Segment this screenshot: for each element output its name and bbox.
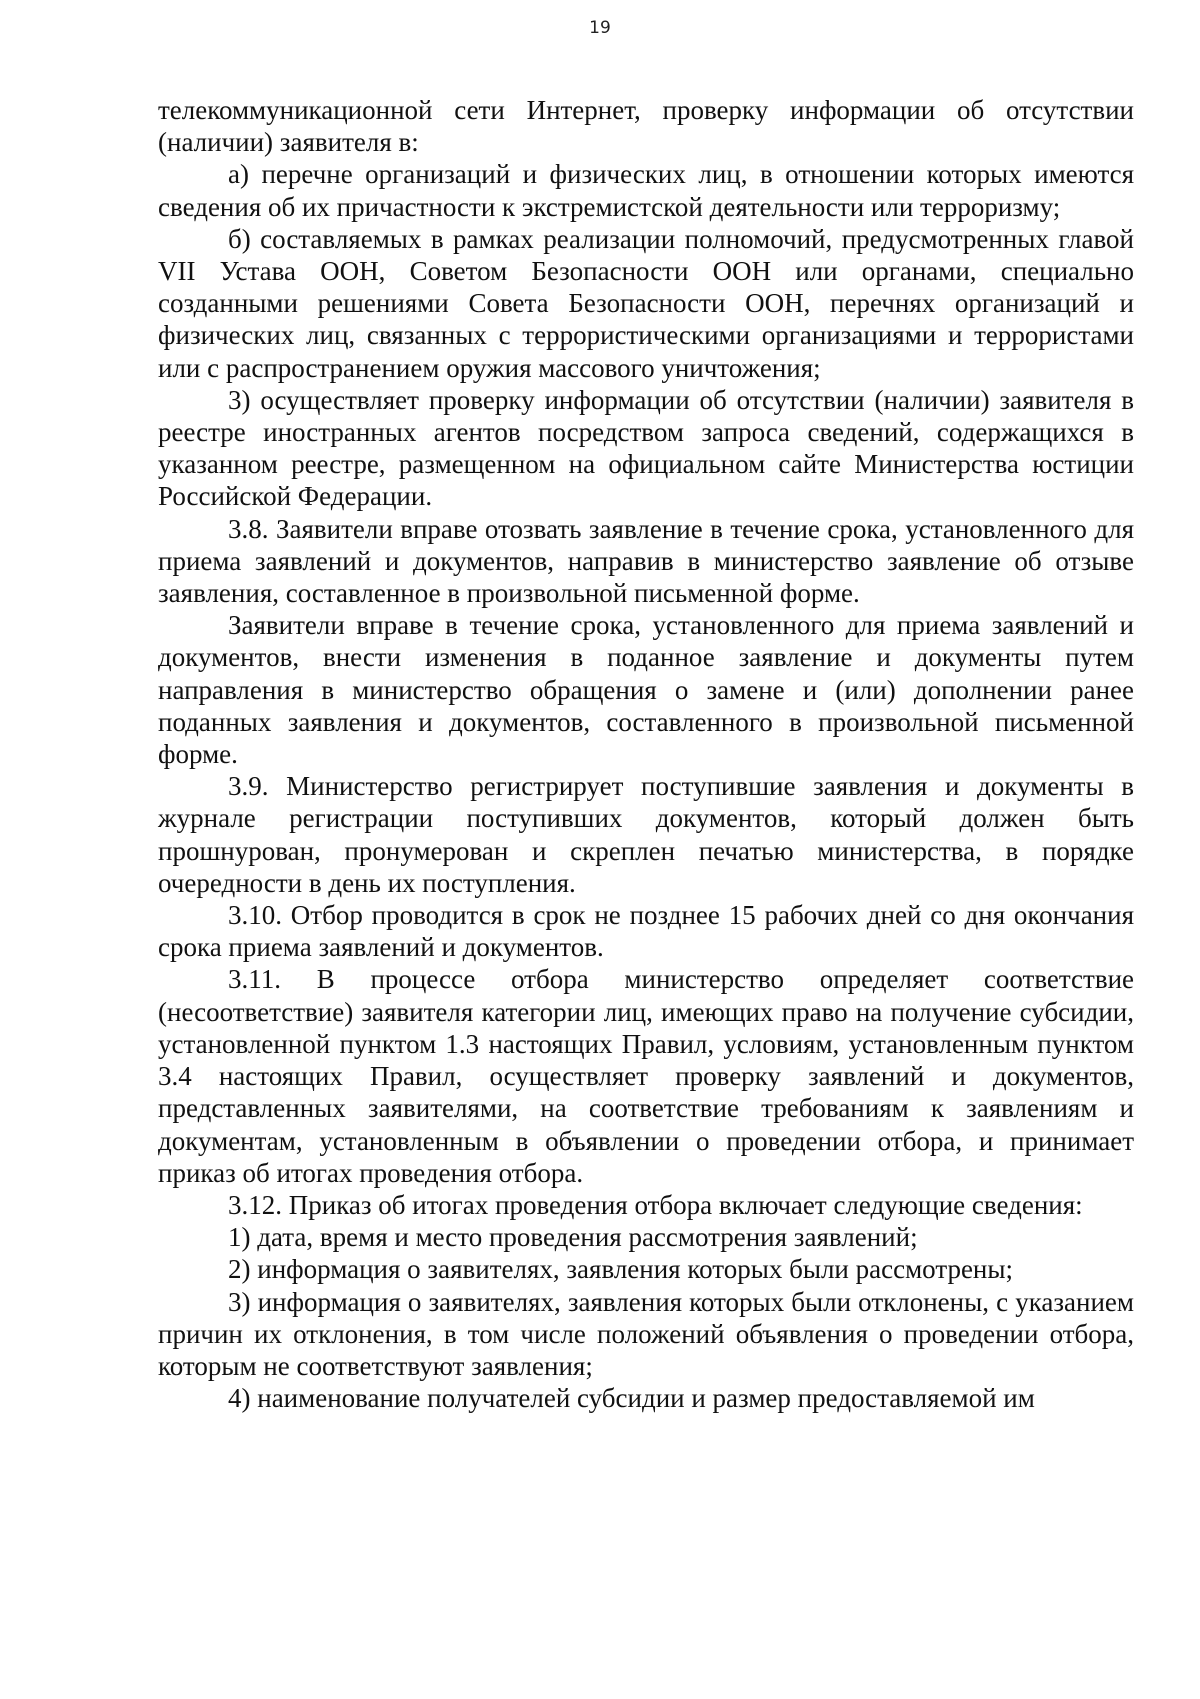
page-number: 19 — [589, 18, 611, 38]
paragraph-section-3-12: 3.12. Приказ об итогах проведения отбора включает следующие сведения: — [228, 1189, 1083, 1220]
paragraph-section-3-10: 3.10. Отбор проводится в срок не позднее 15 рабочих дней со дня окончания срока приема заявлений и документов. — [158, 900, 1134, 963]
paragraph-section-3-9: 3.9. Министерство регистрирует поступившие заявления и документы в журнале регистрации поступивших документов, который должен быть прошнурован, пронумерован и скреплен печатью министерства, в порядке очередности в день их поступления. — [158, 771, 1134, 898]
paragraph-item-3: 3) осуществляет проверку информации об отсутствии (наличии) заявителя в реестре иностранных агентов посредством запроса сведений, содержащихся в указанном реестре, размещенном на официальном сайте Министерства юстиции Российской Федерации. — [158, 384, 1134, 512]
paragraph-section-3-11: 3.11. В процессе отбора министерство определяет соответствие (несоответствие) заявителя категории лиц, имеющих право на получение субсидии, установленной пунктом 1.3 настоящих Правил, условиям, установленным пунктом 3.4 настоящих Правил, осуществляет проверку заявлений и документов, представленных заявителями, на соответствие требованиям к заявлениям и документам, установленным в объявлении о проведении отбора, и принимает приказ об итогах проведения отбора. — [158, 964, 1134, 1188]
paragraph-item-4: 4) наименование получателей субсидии и размер предоставляемой им — [228, 1383, 1035, 1414]
document-body — [158, 94, 1134, 1414]
paragraph-item-3b: 3) информация о заявителях, заявления которых были отклонены, с указанием причин их отклонения, в том числе положений объявления о проведении отбора, которым не соответствуют заявления; — [158, 1286, 1134, 1381]
paragraph-item-2: 2) информация о заявителях, заявления которых были рассмотрены; — [228, 1254, 1014, 1285]
paragraph-item-b: б) составляемых в рамках реализации полномочий, предусмотренных главой VII Устава ООН, Советом Безопасности ООН или органами, специально созданными решениями Совета Безопасности ООН, перечнях организаций и физических лиц, связанных с террористическими организациями и террористами или с распространением оружия массового уничтожения; — [158, 223, 1134, 383]
paragraph-item-1: 1) дата, время и место проведения рассмотрения заявлений; — [228, 1222, 918, 1253]
paragraph-section-3-8-continued: Заявители вправе в течение срока, установленного для приема заявлений и документов, внести изменения в поданное заявление и документы путем направления в министерство обращения о замене и (или) дополнении ранее поданных заявления и документов, составленного в произвольной письменной форме. — [158, 610, 1134, 770]
paragraph-section-3-8: 3.8. Заявители вправе отозвать заявление в течение срока, установленного для приема заявлений и документов, направив в министерство заявление об отзыве заявления, составленное в произвольной письменной форме. — [158, 513, 1134, 609]
paragraph-item-a: а) перечне организаций и физических лиц, в отношении которых имеются сведения об их причастности к экстремистской деятельности или терроризму; — [158, 159, 1134, 222]
paragraph-intro: телекоммуникационной сети Интернет, проверку информации об отсутствии (наличии) заявителя в: — [158, 95, 1134, 158]
